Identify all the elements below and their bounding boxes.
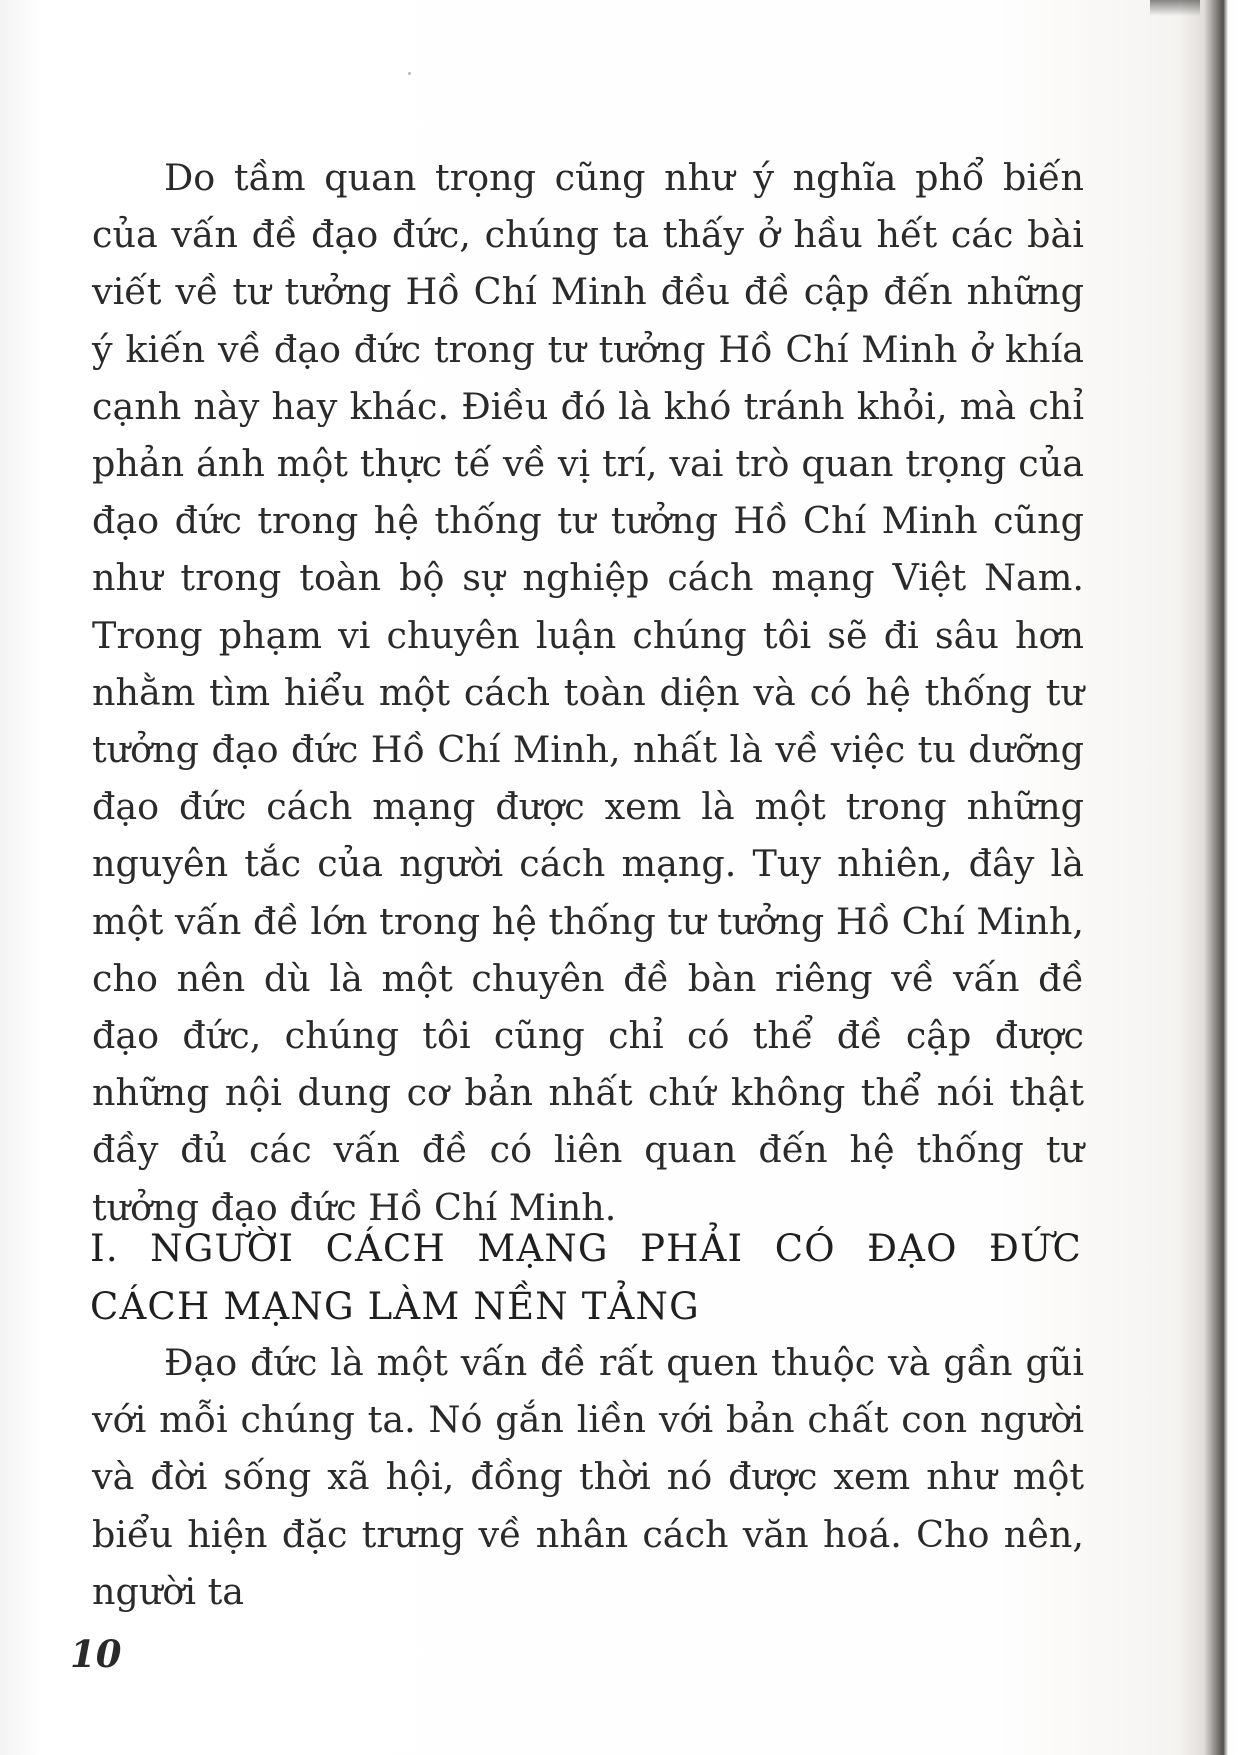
scan-dust-speck <box>408 72 411 75</box>
section-paragraph: Đạo đức là một vấn đề rất quen thuộc và gần gũi với mỗi chúng ta. Nó gắn liền với bản chất con người và đời sống xã hội, đồng thời nó được xem như một biểu hiện đặc trưng về nhân cách văn hoá. Cho nên, người ta <box>92 1341 1084 1613</box>
book-binding-shadow <box>1180 0 1240 1755</box>
intro-paragraph: Do tầm quan trọng cũng như ý nghĩa phổ biến của vấn đề đạo đức, chúng ta thấy ở hầu hết các bài viết về tư tưởng Hồ Chí Minh đều đề cập đến những ý kiến về đạo đức trong tư tưởng Hồ Chí Minh ở khía cạnh này hay khác. Điều đó là khó tránh khỏi, mà chỉ phản ánh một thực tế về vị trí, vai trò quan trọng của đạo đức trong hệ thống tư tưởng Hồ Chí Minh cũng như trong toàn bộ sự nghiệp cách mạng Việt Nam. Trong phạm vi chuyên luận chúng tôi sẽ đi sâu hơn nhằm tìm hiểu một cách toàn diện và có hệ thống tư tưởng đạo đức Hồ Chí Minh, nhất là về việc tu dưỡng đạo đức cách mạng được xem là một trong những nguyên tắc của người cách mạng. Tuy nhiên, đây là một vấn đề lớn trong hệ thống tư tưởng Hồ Chí Minh, cho nên dù là một chuyên đề bàn riêng về vấn đề đạo đức, chúng tôi cũng chỉ có thể đề cập được những nội dung cơ bản nhất chứ không thể nói thật đầy đủ các vấn đề có liên quan đến hệ thống tư tưởng đạo đức Hồ Chí Minh. <box>92 156 1084 1229</box>
page-left-edge <box>0 0 42 1755</box>
page-number: 10 <box>70 1632 122 1676</box>
section-heading: I. NGƯỜI CÁCH MẠNG PHẢI CÓ ĐẠO ĐỨC CÁCH MẠNG LÀM NỀN TẢNG <box>90 1227 1082 1328</box>
